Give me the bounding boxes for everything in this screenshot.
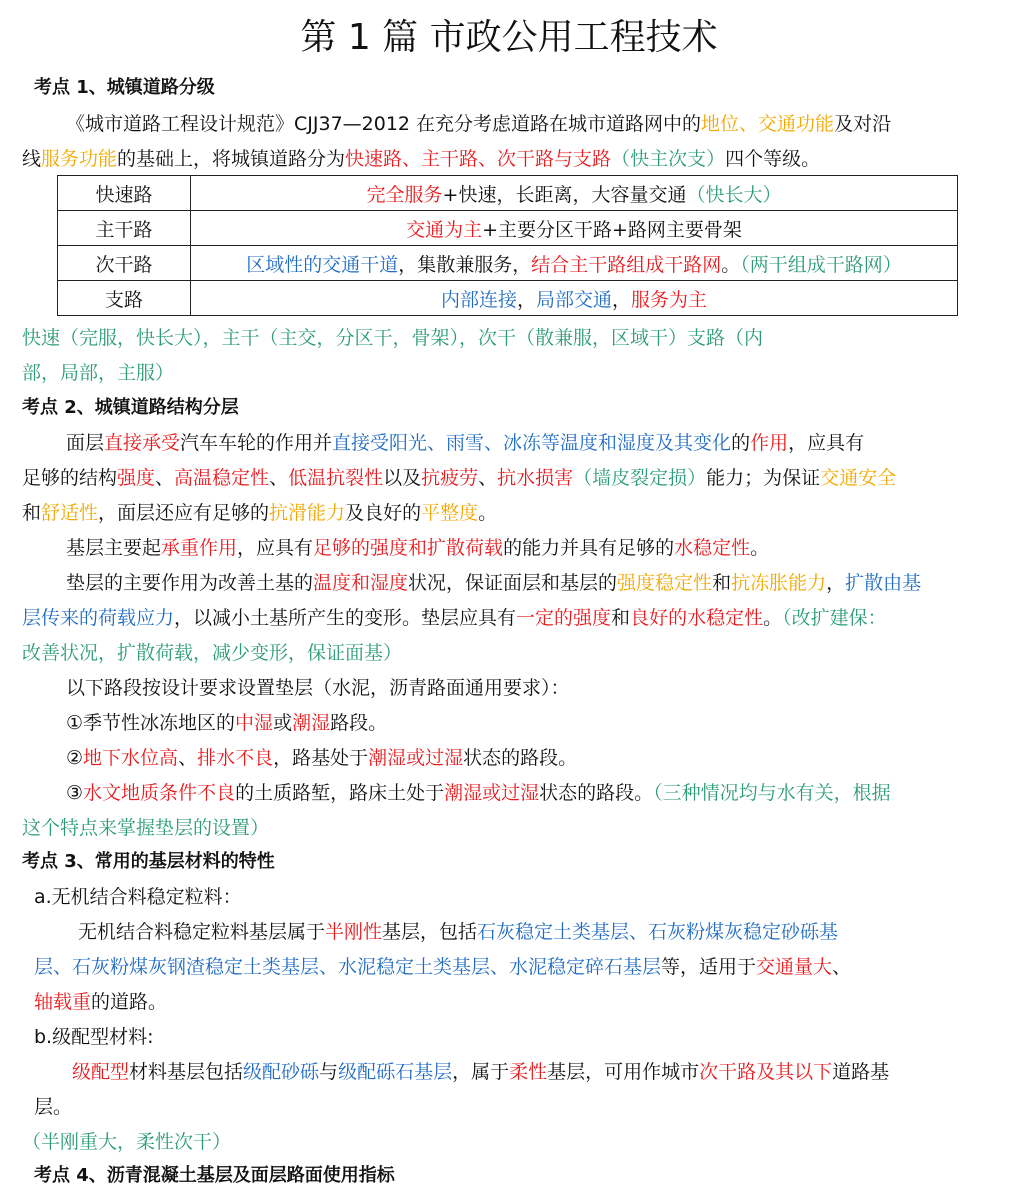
road-class-desc — [191, 281, 958, 316]
road-class-desc-part: 服务为主 — [631, 288, 708, 311]
road-class-name: 支路 — [58, 281, 191, 316]
road-class-desc-part: 区域性的交通干道 — [246, 253, 399, 276]
road-class-desc — [191, 211, 958, 246]
s1-paragraph-line-2: 线服务功能的基础上，将城镇道路分为快速路、主干路、次干路与支路（快主次支）四个等级。 — [22, 148, 821, 170]
road-class-desc-part: （快长大） — [686, 183, 782, 206]
road-class-desc — [191, 246, 958, 281]
road-class-desc-part: ， — [516, 288, 536, 311]
section-3-heading: 考点 3、常用的基层材料的特性 — [22, 851, 275, 872]
s2-cushion-line-1: 垫层的主要作用为改善土基的温度和湿度状况，保证面层和基层的强度稳定性和抗冻胀能力，扩散由基 — [66, 572, 922, 594]
road-class-desc-part: +快速，长距离，大容量交通 — [442, 183, 687, 206]
s3-a-line-3: 轴载重的道路。 — [34, 991, 168, 1013]
s3-a-line-1: 无机结合料稳定粒料基层属于半刚性基层，包括石灰稳定土类基层、石灰粉煤灰稳定砂砾基 — [78, 921, 839, 943]
s2-surface-line-2: 足够的结构强度、高温稳定性、低温抗裂性以及抗疲劳、抗水损害（墙皮裂定损）能力；为保证交通安全 — [22, 467, 897, 489]
s2-cushion-line-3: 改善状况，扩散荷载，减少变形，保证面基） — [22, 642, 403, 664]
road-class-desc-part: ，集散兼服务， — [398, 253, 532, 276]
s2-surface-line-3: 和舒适性，面层还应有足够的抗滑能力及良好的平整度。 — [22, 502, 498, 524]
table-row — [58, 246, 958, 281]
road-class-desc-part: ， — [612, 288, 632, 311]
s2-cushion-line-2: 层传来的荷载应力，以减小土基所产生的变形。垫层应具有一定的强度和良好的水稳定性。（改扩建保： — [22, 607, 887, 629]
table-row — [58, 211, 958, 246]
road-class-desc-part: （两干组成干路网） — [740, 253, 902, 276]
s1-paragraph-line-1: 《城市道路工程设计规范》CJJ37—2012 在充分考虑道路在城市道路网中的地位、交通功能及对沿 — [66, 113, 892, 135]
road-class-name: 快速路 — [58, 176, 191, 211]
section-1-heading: 考点 1、城镇道路分级 — [34, 77, 215, 98]
s2-surface-line-1: 面层直接承受汽车车轮的作用并直接受阳光、雨雪、冰冻等温度和湿度及其变化的作用，应具有 — [66, 432, 865, 454]
s1-mnemonic-line-1: 快速（完服，快长大），主干（主交，分区干，骨架），次干（散兼服，区域干）支路（内 — [22, 327, 764, 349]
table-row — [58, 176, 958, 211]
s2-base-line: 基层主要起承重作用，应具有足够的强度和扩散荷载的能力并具有足够的水稳定性。 — [66, 537, 770, 559]
road-class-desc-part: 内部连接 — [440, 288, 517, 311]
section-4-heading: 考点 4、沥青混凝土基层及面层路面使用指标 — [34, 1165, 395, 1186]
road-class-name: 主干路 — [58, 211, 191, 246]
s3-a-line-2: 层、石灰粉煤灰钢渣稳定土类基层、水泥稳定土类基层、水泥稳定碎石基层等，适用于交通量大、 — [34, 956, 852, 978]
s3-mnemonic: （半刚重大，柔性次干） — [22, 1131, 232, 1153]
s3-b-line-2: 层。 — [34, 1096, 73, 1118]
road-class-desc-part: 完全服务 — [366, 183, 443, 206]
s3-label-b: b.级配型材料: — [34, 1026, 154, 1048]
s2-case-2: ②地下水位高、排水不良，路基处于潮湿或过湿状态的路段。 — [66, 747, 578, 769]
road-class-desc-part: 结合主干路组成干路网 — [531, 253, 722, 276]
page-title: 第 1 篇 市政公用工程技术 — [300, 17, 718, 58]
s3-label-a: a.无机结合料稳定粒料： — [34, 886, 242, 908]
s2-case-3-note: 这个特点来掌握垫层的设置） — [22, 817, 270, 839]
road-class-desc-part: 。 — [721, 253, 741, 276]
road-class-name: 次干路 — [58, 246, 191, 281]
s3-b-line-1: 级配型材料基层包括级配砂砾与级配砾石基层，属于柔性基层，可用作城市次干路及其以下道路基 — [72, 1061, 890, 1083]
road-class-desc — [191, 176, 958, 211]
s2-case-1: ①季节性冰冻地区的中湿或潮湿路段。 — [66, 712, 388, 734]
s2-case-3: ③水文地质条件不良的土质路堑，路床土处于潮湿或过湿状态的路段。（三种情况均与水有关，根据 — [66, 782, 891, 804]
road-class-desc-part: 局部交通 — [535, 288, 612, 311]
road-class-desc-part: 交通为主 — [406, 218, 483, 241]
s2-cushion-intro: 以下路段按设计要求设置垫层（水泥，沥青路面通用要求）： — [66, 677, 570, 699]
section-2-heading: 考点 2、城镇道路结构分层 — [22, 397, 239, 418]
table-row — [58, 281, 958, 316]
road-class-desc-part: +主要分区干路+路网主要骨架 — [482, 218, 742, 241]
s1-mnemonic-line-2: 部，局部，主服） — [22, 362, 175, 384]
road-class-table — [57, 175, 958, 316]
